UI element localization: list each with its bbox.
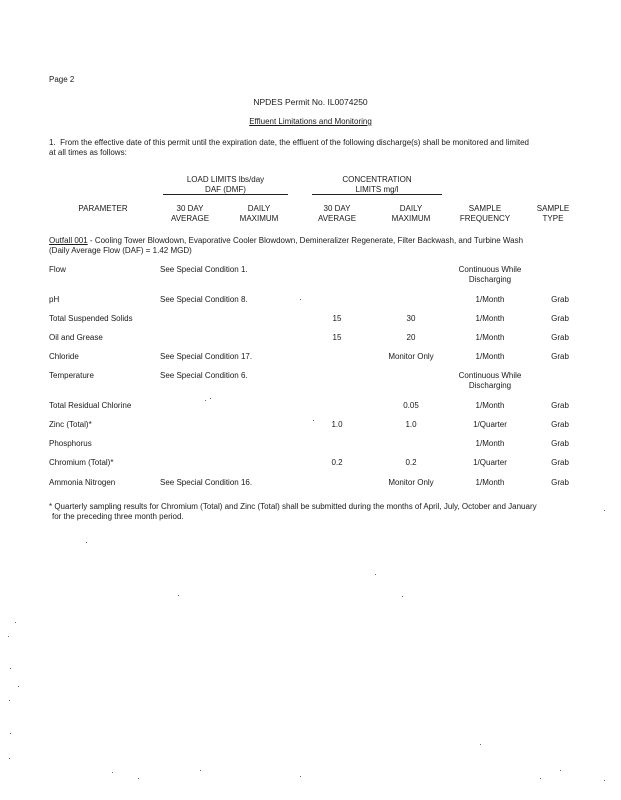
- parameter-name: Chromium (Total)*: [49, 458, 114, 467]
- conc-daily-value: 30: [406, 314, 416, 323]
- outfall-label: Outfall 001: [49, 236, 88, 245]
- sample-type: Grab: [551, 478, 569, 487]
- intro-paragraph: [49, 138, 589, 157]
- scan-speck: [480, 744, 481, 745]
- scan-speck: [375, 574, 376, 575]
- special-condition-note: See Special Condition 6.: [160, 371, 248, 380]
- parameter-name: pH: [49, 295, 60, 304]
- special-condition-note: See Special Condition 8.: [160, 295, 248, 304]
- scan-speck: [8, 636, 9, 637]
- sample-type: Grab: [551, 314, 569, 323]
- parameter-name: Ammonia Nitrogen: [49, 478, 116, 487]
- conc-30day-value: 0.2: [331, 458, 343, 467]
- parameter-name: Oil and Grease: [49, 333, 103, 342]
- conc-daily-value: Monitor Only: [388, 478, 434, 487]
- special-condition-note: See Special Condition 17.: [160, 352, 253, 361]
- page-label: Page 2: [49, 75, 75, 84]
- col-header-load-30day: [171, 204, 209, 223]
- col-header-conc-daily: [392, 204, 431, 223]
- conc-header-line1: CONCENTRATION: [342, 175, 412, 184]
- conc-daily-value: Monitor Only: [388, 352, 434, 361]
- parameter-name: Total Residual Chlorine: [49, 401, 132, 410]
- scan-speck: [112, 772, 113, 773]
- conc-30day-value: 15: [332, 314, 342, 323]
- special-condition-note: See Special Condition 16.: [160, 478, 253, 487]
- scan-speck: [604, 510, 605, 511]
- scan-speck: [205, 400, 206, 401]
- sample-type: Grab: [551, 295, 569, 304]
- sample-frequency: 1/Quarter: [473, 458, 507, 467]
- sample-type: Grab: [551, 333, 569, 342]
- sample-frequency: 1/Month: [475, 295, 505, 304]
- col-header-line2: MAXIMUM: [391, 213, 431, 223]
- intro-text: From the effective date of this permit until the expiration date, the effluent of the following discharge(s) shall be monitored and limited: [60, 138, 529, 147]
- section-title: Effluent Limitations and Monitoring: [249, 117, 372, 126]
- scan-speck: [178, 595, 179, 596]
- intro-text-continued: at all times as follows:: [49, 147, 127, 157]
- parameter-name: Flow: [49, 265, 66, 274]
- col-header-parameter: [78, 204, 127, 214]
- scan-speck: [210, 398, 211, 399]
- col-header-line2: TYPE: [542, 213, 564, 223]
- footnote-line1: * Quarterly sampling results for Chromium (Total) and Zinc (Total) shall be submitted during the months of April, July, October and January: [49, 502, 537, 511]
- scan-speck: [86, 542, 87, 543]
- permit-title: NPDES Permit No. IL0074250: [253, 97, 368, 107]
- outfall-flow: (Daily Average Flow (DAF) = 1.42 MGD): [49, 245, 192, 255]
- sample-type: Grab: [551, 458, 569, 467]
- footnote: [49, 502, 589, 521]
- col-header-line1: SAMPLE: [536, 204, 570, 213]
- sample-type: Grab: [551, 420, 569, 429]
- col-header-load-daily: [240, 204, 279, 223]
- intro-number: 1.: [49, 138, 56, 147]
- conc-header-rule: [312, 194, 442, 195]
- load-header-rule: [163, 194, 288, 195]
- col-header-line2: PARAMETER: [78, 204, 128, 213]
- col-header-sample-frequency: [460, 204, 510, 223]
- scan-speck: [300, 299, 301, 300]
- special-condition-note: See Special Condition 1.: [160, 265, 248, 274]
- outfall-text: - Cooling Tower Blowdown, Evaporative Cooler Blowdown, Demineralizer Regenerate, Filter Backwash, and Turbine Wash: [87, 236, 524, 245]
- col-header-line2: MAXIMUM: [239, 213, 279, 223]
- concentration-limits-header: [312, 175, 442, 194]
- conc-30day-value: 1.0: [331, 420, 343, 429]
- sample-frequency: 1/Month: [475, 333, 505, 342]
- col-header-line2: AVERAGE: [317, 213, 357, 223]
- sample-frequency-line2: Discharging: [468, 381, 512, 390]
- outfall-description: [49, 236, 589, 255]
- load-limits-header: [163, 175, 288, 194]
- scan-speck: [10, 668, 11, 669]
- sample-frequency-line2: Discharging: [468, 275, 512, 284]
- col-header-line1: SAMPLE: [468, 204, 502, 213]
- scan-speck: [9, 758, 10, 759]
- conc-daily-value: 0.2: [405, 458, 417, 467]
- scan-speck: [300, 776, 301, 777]
- scan-speck: [18, 686, 19, 687]
- sample-type: Grab: [551, 439, 569, 448]
- col-header-line1: 30 DAY: [176, 204, 204, 213]
- scan-speck: [138, 778, 139, 779]
- col-header-line2: AVERAGE: [170, 213, 210, 223]
- sample-frequency: 1/Month: [475, 401, 505, 410]
- scan-speck: [10, 733, 11, 734]
- scan-speck: [15, 622, 16, 623]
- col-header-sample-type: [537, 204, 569, 223]
- scan-speck: [604, 780, 605, 781]
- sample-frequency: 1/Month: [475, 314, 505, 323]
- col-header-line2: FREQUENCY: [459, 213, 511, 223]
- col-header-conc-30day: [318, 204, 356, 223]
- sample-frequency: 1/Month: [475, 352, 505, 361]
- conc-30day-value: 15: [332, 333, 342, 342]
- scan-speck: [402, 596, 403, 597]
- conc-header-line2: LIMITS mg/l: [355, 184, 399, 194]
- sample-frequency: 1/Quarter: [473, 420, 507, 429]
- load-header-line1: LOAD LIMITS lbs/day: [186, 175, 265, 184]
- scan-speck: [560, 770, 561, 771]
- scan-speck: [200, 770, 201, 771]
- sample-frequency: 1/Month: [475, 478, 505, 487]
- col-header-line1: 30 DAY: [323, 204, 351, 213]
- sample-type: Grab: [551, 401, 569, 410]
- sample-frequency: 1/Month: [475, 439, 505, 448]
- sample-frequency: Continuous While: [458, 265, 522, 274]
- sample-type: Grab: [551, 352, 569, 361]
- parameter-name: Zinc (Total)*: [49, 420, 92, 429]
- sample-frequency: Continuous While: [458, 371, 522, 380]
- parameter-name: Phosphorus: [49, 439, 92, 448]
- scan-speck: [540, 778, 541, 779]
- parameter-name: Total Suspended Solids: [49, 314, 133, 323]
- col-header-line1: DAILY: [399, 204, 423, 213]
- parameter-name: Chloride: [49, 352, 79, 361]
- col-header-line1: DAILY: [247, 204, 271, 213]
- conc-daily-value: 1.0: [405, 420, 417, 429]
- conc-daily-value: 0.05: [403, 401, 419, 410]
- scan-speck: [313, 420, 314, 421]
- parameter-name: Temperature: [49, 371, 94, 380]
- scan-speck: [9, 700, 10, 701]
- footnote-line2: for the preceding three month period.: [52, 511, 184, 521]
- load-header-line2: DAF (DMF): [205, 184, 246, 194]
- conc-daily-value: 20: [406, 333, 416, 342]
